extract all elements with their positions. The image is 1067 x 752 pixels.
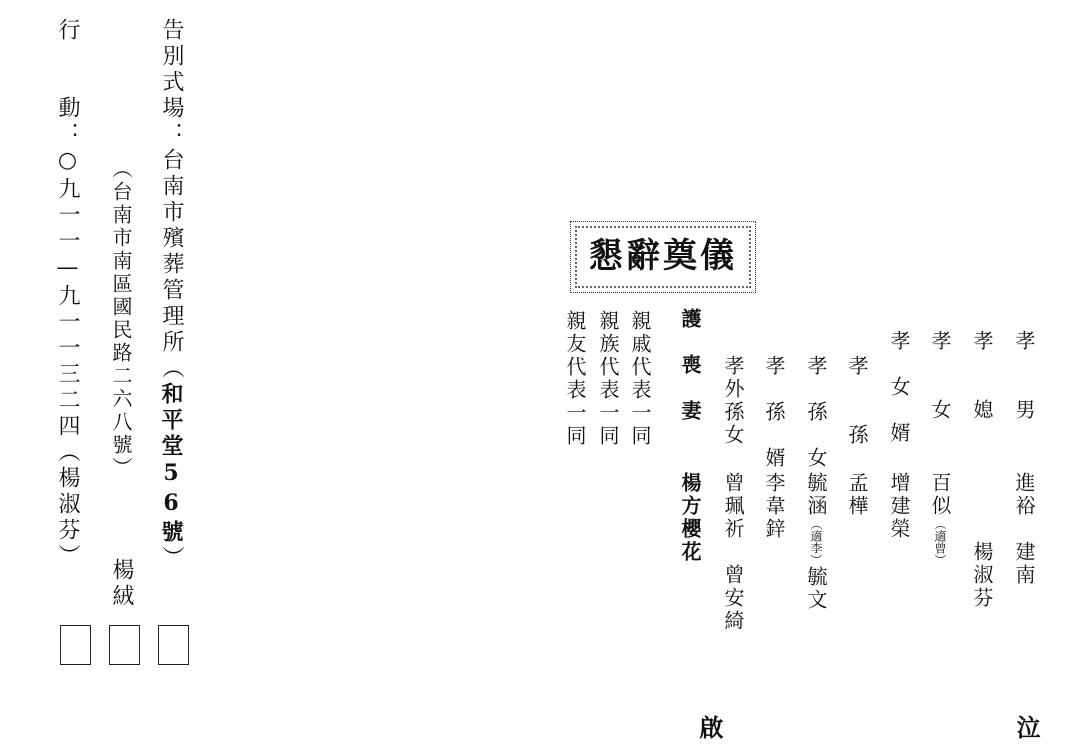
- role-grandson: 孝 孫: [845, 355, 869, 447]
- names-son: 進裕 建南: [1012, 472, 1036, 587]
- weep-label: 泣: [1012, 715, 1041, 743]
- granddaughter-note: （適李）: [809, 518, 823, 566]
- hall-open: （: [159, 356, 184, 382]
- role-chief-mourner: 護 喪 妻: [678, 308, 702, 423]
- names-daughter-in-law: 楊淑芬: [970, 472, 994, 610]
- contact-name: （楊淑芬）: [55, 440, 80, 570]
- seal-box-right: [158, 625, 189, 665]
- signature-name: 楊絨: [109, 558, 134, 610]
- granddaughter-name-1: 毓涵: [804, 472, 828, 518]
- role-grandson-in-law: 孝 孫 婿: [762, 355, 786, 470]
- role-granddaughter-maternal: 孝外孫女: [721, 355, 745, 447]
- hall-close: ）: [159, 546, 184, 572]
- venue-label: 告別式場：: [159, 18, 184, 148]
- title-frame: [570, 221, 756, 293]
- funeral-address: （台南市南區國民路二六八號）: [109, 158, 133, 480]
- contact-label: 行 動：: [55, 18, 80, 148]
- role-daughter-in-law: 孝 媳: [970, 330, 994, 422]
- role-son: 孝 男: [1012, 330, 1036, 422]
- daughter-name: 百似: [928, 472, 952, 518]
- contact-line: [56, 18, 78, 570]
- announce-label: 啟: [695, 715, 724, 743]
- hall-name: 和平堂56號: [158, 382, 184, 546]
- relatives-line-1: 親戚代表一同: [628, 310, 652, 448]
- names-daughter: [930, 472, 950, 566]
- names-grandson-in-law: 李韋鋅: [762, 472, 786, 541]
- seal-box-left: [60, 625, 91, 665]
- relatives-line-2: 親族代表一同: [596, 310, 620, 448]
- daughter-note: （適曾）: [933, 518, 947, 566]
- relatives-line-3: 親友代表一同: [563, 310, 587, 448]
- page-title: 懇辭奠儀: [589, 236, 737, 276]
- names-grandson: 孟樺: [845, 472, 869, 518]
- contact-phone: ○九一一—九一一三二四: [55, 148, 80, 440]
- funeral-venue: [160, 18, 182, 572]
- names-granddaughter-maternal: 曾珮祈 曾安綺: [721, 472, 745, 633]
- role-granddaughter: 孝 孫 女: [804, 355, 828, 470]
- role-daughter: 孝 女: [928, 330, 952, 422]
- role-son-in-law: 孝 女 婿: [887, 330, 911, 445]
- venue-name: 台南市殯葬管理所: [159, 148, 184, 356]
- seal-box-middle: [109, 625, 140, 665]
- name-chief-mourner: 楊方櫻花: [678, 472, 702, 564]
- names-granddaughter: [806, 472, 826, 612]
- names-son-in-law: 增建榮: [887, 472, 911, 541]
- granddaughter-name-2: 毓文: [804, 566, 828, 612]
